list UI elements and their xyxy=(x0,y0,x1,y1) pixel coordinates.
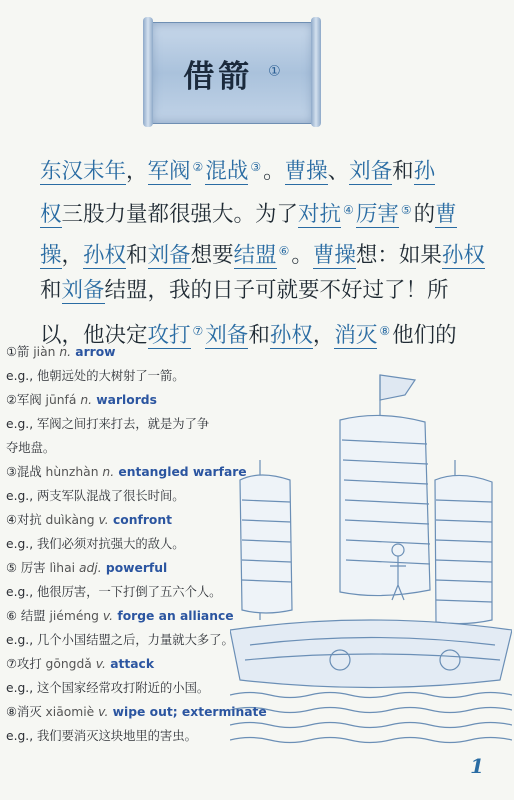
body-text-run: 结盟，我的日子可就要不好过了！所 xyxy=(104,278,449,303)
note-pos: v. xyxy=(98,513,109,527)
note-entry xyxy=(6,704,267,720)
keyword: 曹操 xyxy=(284,159,328,184)
body-text-run: ， xyxy=(126,159,148,184)
body-line xyxy=(40,195,480,230)
note-headword: ⑧消灭 xyxy=(6,705,46,719)
page-title xyxy=(151,51,313,96)
note-pos: v. xyxy=(102,609,114,623)
body-line xyxy=(40,152,480,187)
keyword: 结盟 xyxy=(233,243,277,268)
keyword: 孙权 xyxy=(441,243,485,268)
note-definition: warlords xyxy=(92,393,157,407)
body-text-run: 和 xyxy=(392,159,414,184)
keyword: 曹 xyxy=(435,202,457,227)
body-text-run: 想：如果 xyxy=(355,243,442,268)
title-note-mark: ① xyxy=(268,63,281,80)
note-pinyin: jūnfá xyxy=(45,393,77,407)
warship-illustration xyxy=(230,360,512,750)
note-pinyin: gōngdǎ xyxy=(45,657,92,671)
note-headword: ②军阀 xyxy=(6,393,46,407)
body-text-run: ， xyxy=(312,323,335,348)
body-text-run: 。 xyxy=(291,243,313,268)
note-headword: ③混战 xyxy=(6,465,46,479)
keyword: 混战 xyxy=(205,159,249,184)
note-pos: n. xyxy=(80,393,93,407)
body-line xyxy=(40,236,485,271)
note-pos: n. xyxy=(102,465,115,479)
keyword: 对抗 xyxy=(298,202,342,227)
note-pinyin: hùnzhàn xyxy=(45,465,99,479)
keyword: 曹操 xyxy=(312,243,356,268)
keyword: 军阀 xyxy=(147,159,191,184)
body-text-run: 他们的 xyxy=(392,323,457,348)
body-text-run: 和 xyxy=(126,243,148,268)
keyword: 刘备 xyxy=(61,278,105,303)
body-line xyxy=(40,276,480,306)
note-example: e.g., 我们必须对抗强大的敌人。 xyxy=(6,537,185,551)
note-headword: ⑦攻打 xyxy=(6,657,46,671)
footnote-marker: ⑥ xyxy=(278,244,290,258)
body-text-run: ， xyxy=(61,243,84,268)
note-pinyin: xiāomiè xyxy=(45,705,95,719)
title-text: 借箭 xyxy=(183,59,254,95)
note-pinyin: jiàn xyxy=(33,345,56,359)
note-definition: entangled warfare xyxy=(114,465,247,479)
note-example: e.g., 军阀之间打来打去，就是为了争 xyxy=(6,417,210,431)
note-example: e.g., 我们要消灭这块地里的害虫。 xyxy=(6,729,197,743)
note-definition: attack xyxy=(105,657,155,671)
note-pinyin: jiéméng xyxy=(49,609,99,623)
note-entry xyxy=(6,608,234,624)
note-definition: powerful xyxy=(101,561,168,575)
note-definition: confront xyxy=(108,513,172,527)
page-number: 1 xyxy=(470,754,484,778)
note-headword: ①箭 xyxy=(6,345,34,359)
note-example: e.g., 几个小国结盟之后，力量就大多了。 xyxy=(6,633,234,647)
footnote-marker: ③ xyxy=(250,160,262,174)
note-example: e.g., 他很厉害，一下打倒了五六个人。 xyxy=(6,585,222,599)
note-pos: adj. xyxy=(78,561,102,575)
body-text-run: 的 xyxy=(413,202,436,227)
body-text-run: 三股力量都很强大。为了 xyxy=(61,202,299,227)
note-entry xyxy=(6,512,172,528)
body-text-run: 和 xyxy=(40,278,62,303)
note-entry xyxy=(6,464,247,480)
footnote-marker: ⑧ xyxy=(379,324,391,338)
keyword: 消灭 xyxy=(334,323,378,348)
keyword: 攻打 xyxy=(147,323,191,348)
body-text-run: 想要 xyxy=(190,243,234,268)
note-pos: v. xyxy=(98,705,109,719)
keyword: 东汉末年 xyxy=(40,159,127,184)
keyword: 刘备 xyxy=(205,323,249,348)
note-example: e.g., 他朝远处的大树射了一箭。 xyxy=(6,369,185,383)
note-definition: arrow xyxy=(71,345,116,359)
keyword: 厉害 xyxy=(355,202,399,227)
keyword: 刘备 xyxy=(147,243,191,268)
note-pinyin: duìkàng xyxy=(45,513,95,527)
note-definition: wipe out; exterminate xyxy=(108,705,267,719)
note-entry xyxy=(6,656,154,672)
keyword: 孙 xyxy=(413,159,436,184)
footnote-marker: ⑤ xyxy=(400,203,412,217)
footnote-marker: ⑦ xyxy=(192,324,204,338)
note-definition: forge an alliance xyxy=(113,609,234,623)
title-banner xyxy=(150,22,314,124)
body-text-run: 和 xyxy=(248,323,270,348)
keyword: 孙权 xyxy=(83,243,127,268)
keyword: 刘备 xyxy=(349,159,393,184)
keyword: 孙权 xyxy=(269,323,313,348)
keyword: 操 xyxy=(40,243,62,268)
body-text-run: 以，他决定 xyxy=(40,323,148,348)
note-headword: ⑤ 厉害 xyxy=(6,561,50,575)
note-entry xyxy=(6,344,116,360)
note-headword: ④对抗 xyxy=(6,513,46,527)
keyword: 权 xyxy=(40,202,62,227)
note-pos: n. xyxy=(59,345,72,359)
note-entry xyxy=(6,560,167,576)
note-entry xyxy=(6,392,157,408)
note-pos: v. xyxy=(95,657,106,671)
note-example: e.g., 这个国家经常攻打附近的小国。 xyxy=(6,681,210,695)
note-example: e.g., 两支军队混战了很长时间。 xyxy=(6,489,185,503)
note-example-cont: 夺地盘。 xyxy=(6,441,56,455)
footnote-marker: ④ xyxy=(343,203,354,217)
body-text-run: 。 xyxy=(263,159,285,184)
note-headword: ⑥ 结盟 xyxy=(6,609,50,623)
body-text-run: 、 xyxy=(327,159,350,184)
footnote-marker: ② xyxy=(192,160,204,174)
note-pinyin: lìhai xyxy=(49,561,76,575)
